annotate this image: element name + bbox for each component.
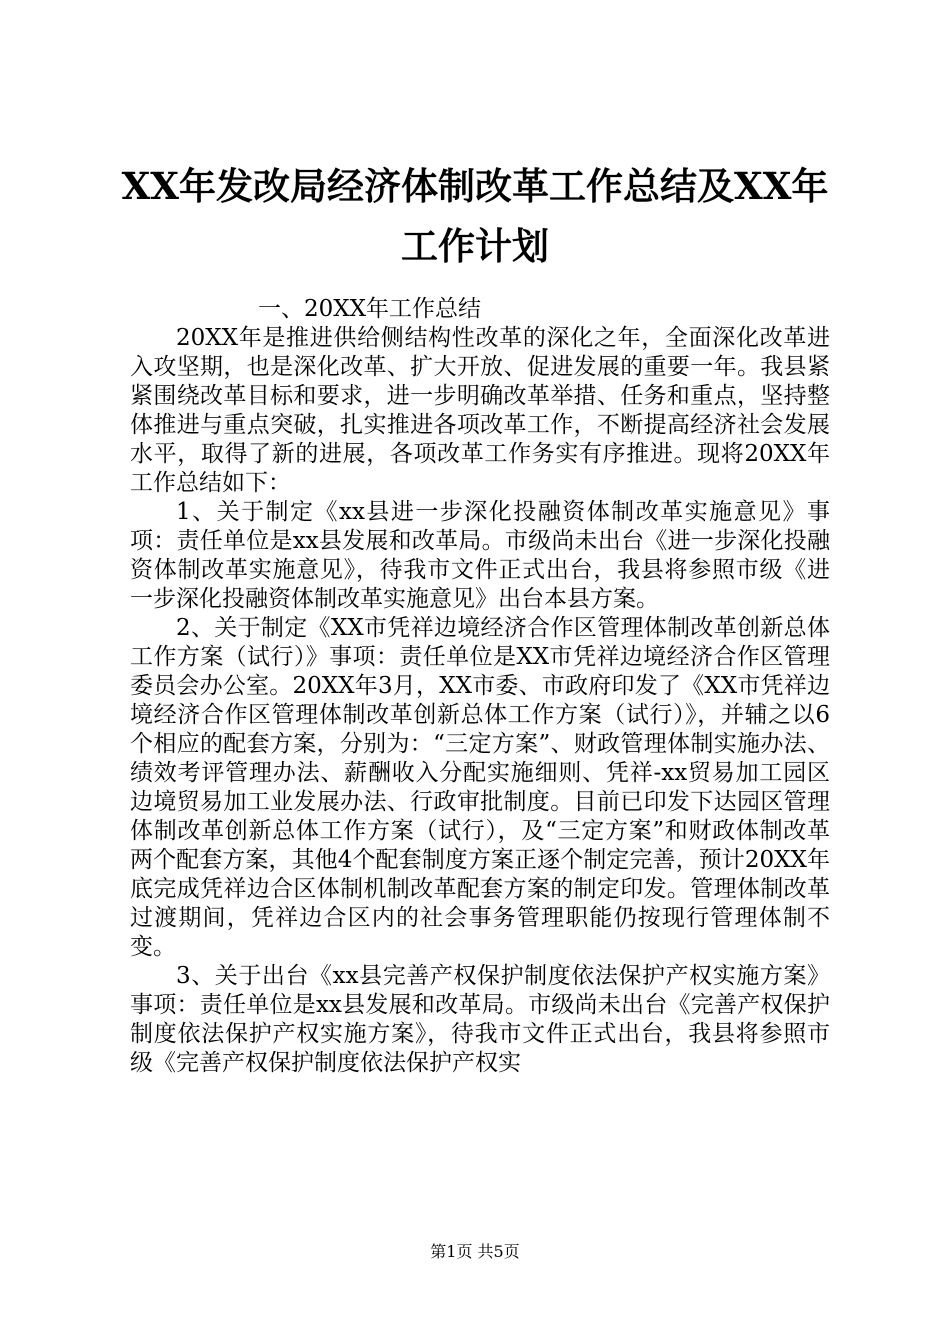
paragraph-item-2: 2、关于制定《XX市凭祥边境经济合作区管理体制改革创新总体工作方案（试行）》事项：责任单位是XX市凭祥边境经济合作区管理委员会办公室。20XX年3月，XX市委、市政府印发了《XX市凭祥边境经济合作区管理体制改革创新总体工作方案（试行）》，并辅之以6个相应的配套方案，分别为：“三定方案”、财政管理体制实施办法、绩效考评管理办法、薪酬收入分配实施细则、凭祥-xx贸易加工园区边境贸易加工业发展办法、行政审批制度。目前已印发下达园区管理体制改革创新总体工作方案（试行），及“三定方案”和财政体制改革两个配套方案，其他4个配套制度方案正逐个制定完善，预计20XX年底完成凭祥边合区体制机制改革配套方案的制定印发。管理体制改革过渡期间，凭祥边合区内的社会事务管理职能仍按现行管理体制不变。 bbox=[130, 615, 830, 960]
page-footer: 第1页 共5页 bbox=[430, 1242, 520, 1261]
paragraph-item-3: 3、关于出台《xx县完善产权保护制度依法保护产权实施方案》事项：责任单位是xx县发展和改革局。市级尚未出台《完善产权保护制度依法保护产权实施方案》，待我市文件正式出台，我县将参照市级《完善产权保护制度依法保护产权实 bbox=[130, 963, 830, 1076]
section-heading: 一、20XX年工作总结 bbox=[258, 296, 482, 322]
document-body bbox=[130, 295, 830, 1078]
paragraph-intro: 20XX年是推进供给侧结构性改革的深化之年，全面深化改革进入攻坚期，也是深化改革、扩大开放、促进发展的重要一年。我县紧紧围绕改革目标和要求，进一步明确改革举措、任务和重点，坚持整体推进与重点突破，扎实推进各项改革工作，不断提高经济社会发展水平，取得了新的进展，各项改革工作务实有序推进。现将20XX年工作总结如下： bbox=[130, 325, 830, 496]
document-title: XX年发改局经济体制改革工作总结及XX年工作计划 bbox=[121, 164, 829, 268]
paragraph-item-1: 1、关于制定《xx县进一步深化投融资体制改革实施意见》事项：责任单位是xx县发展和改革局。市级尚未出台《进一步深化投融资体制改革实施意见》，待我市文件正式出台，我县将参照市级《进一步深化投融资体制改革实施意见》出台本县方案。 bbox=[130, 499, 830, 612]
